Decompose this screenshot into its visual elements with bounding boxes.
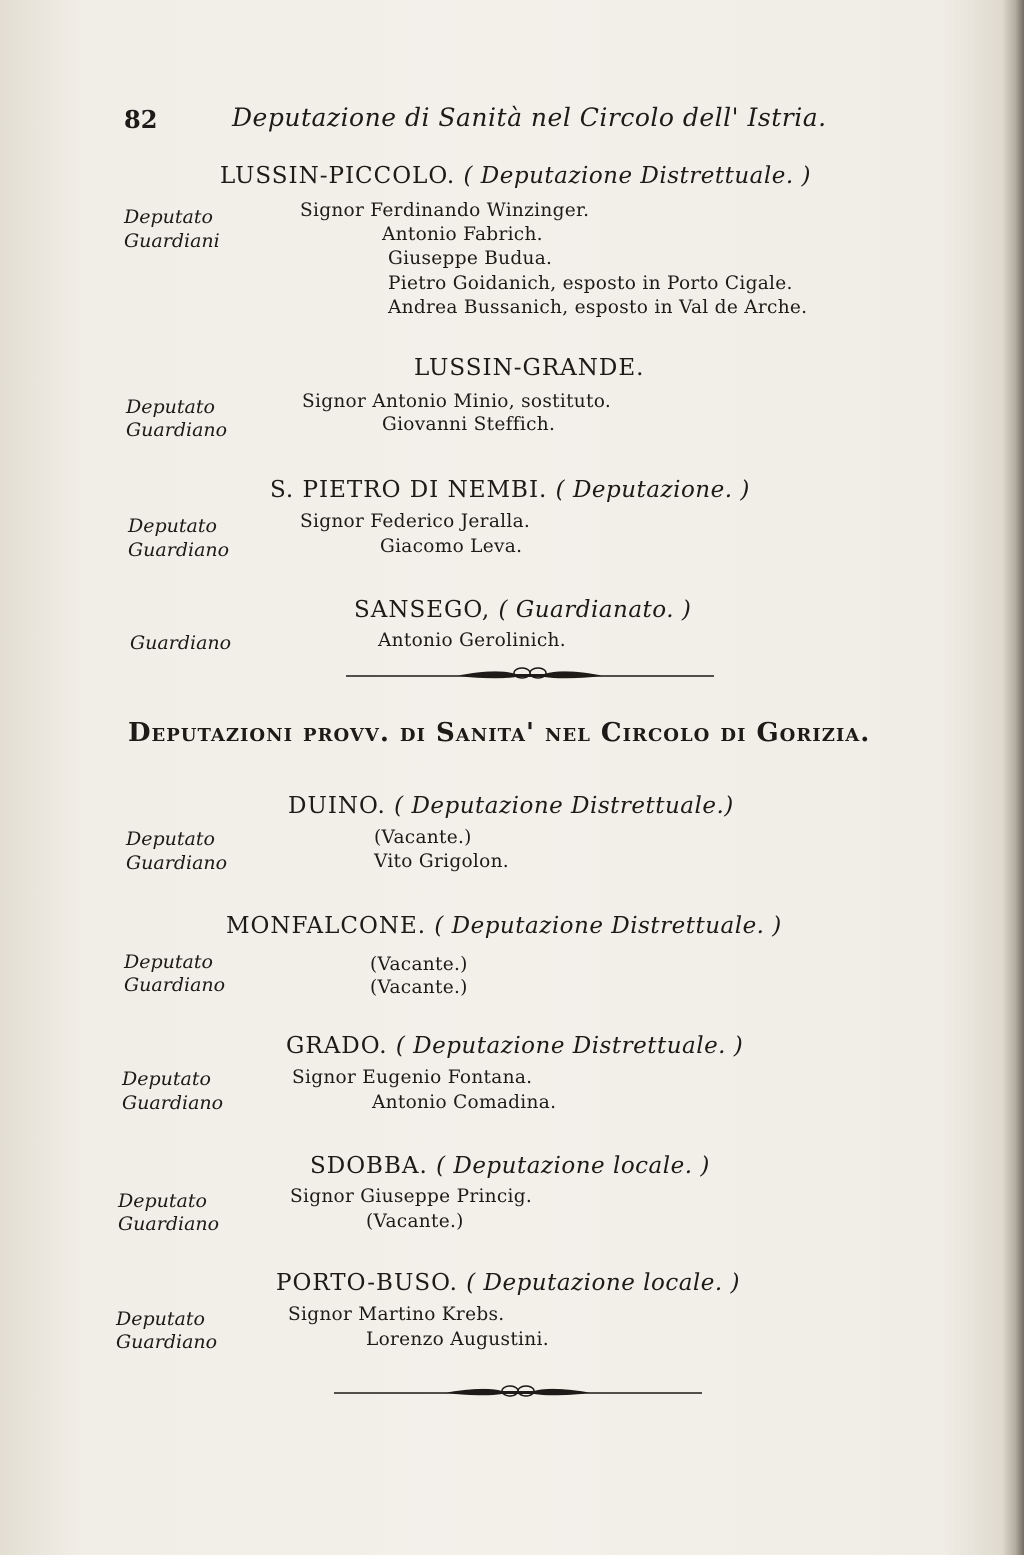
role-label: Deputato	[118, 1190, 207, 1212]
section-name: SDOBBA.	[310, 1153, 428, 1179]
section-name: MONFALCONE.	[226, 913, 427, 939]
entry-line: (Vacante.)	[370, 977, 468, 998]
section-type: ( Deputazione Distrettuale. )	[463, 163, 811, 189]
section-heading-duino	[288, 793, 734, 819]
section-heading-sdobba	[310, 1153, 710, 1179]
entry-line: Vito Grigolon.	[374, 851, 509, 872]
section-type: ( Deputazione locale. )	[466, 1270, 740, 1296]
role-label: Deputato	[122, 1068, 211, 1090]
section-heading-lussin-piccolo	[220, 163, 811, 189]
page-number: 82	[124, 105, 158, 134]
section-type: ( Deputazione Distrettuale.)	[394, 793, 734, 819]
role-label: Guardiano	[122, 1092, 224, 1114]
role-label: Guardiano	[128, 539, 230, 561]
role-label: Guardiano	[126, 419, 228, 441]
section-name: SANSEGO,	[354, 597, 491, 623]
entry-line: Antonio Gerolinich.	[378, 630, 566, 651]
section-name: GRADO.	[286, 1033, 388, 1059]
section-heading-porto-buso	[276, 1270, 740, 1296]
section-type: ( Deputazione locale. )	[436, 1153, 710, 1179]
entry-line: Giuseppe Budua.	[388, 248, 553, 269]
entry-line: Giacomo Leva.	[380, 536, 523, 557]
section-type: ( Guardianato. )	[498, 597, 692, 623]
role-label: Deputato	[116, 1308, 205, 1330]
entry-line: Signor Giuseppe Princig.	[290, 1186, 533, 1207]
entry-line: Signor Eugenio Fontana.	[292, 1067, 533, 1088]
section-heading-monfalcone	[226, 913, 782, 939]
section-name: LUSSIN-GRANDE.	[414, 355, 645, 381]
section-name: LUSSIN-PICCOLO.	[220, 163, 456, 189]
entry-line: Signor Ferdinando Winzinger.	[300, 200, 590, 221]
circolo-heading-text: Deputazioni provv. di Sanita' nel Circolo di Gorizia.	[128, 718, 871, 748]
section-heading-grado	[286, 1033, 743, 1059]
role-label: Deputato	[124, 951, 213, 973]
role-label: Deputato	[124, 206, 213, 228]
entry-line: (Vacante.)	[374, 827, 472, 848]
page-spine-shadow	[1002, 0, 1024, 1555]
entry-line: Signor Federico Jeralla.	[300, 511, 531, 532]
section-heading-lussin-grande	[414, 355, 644, 381]
role-label: Guardiani	[124, 230, 220, 252]
section-name: S. PIETRO DI NEMBI.	[270, 477, 548, 503]
entry-line: (Vacante.)	[366, 1211, 464, 1232]
section-heading-sansego	[354, 597, 691, 623]
role-label: Guardiano	[124, 974, 226, 996]
role-label: Guardiano	[126, 852, 228, 874]
role-label: Deputato	[128, 515, 217, 537]
section-type: ( Deputazione Distrettuale. )	[434, 913, 782, 939]
entry-line: Pietro Goidanich, esposto in Porto Cigale.	[388, 273, 793, 294]
section-name: PORTO-BUSO.	[276, 1270, 458, 1296]
section-heading-s-pietro-di-nembi	[270, 477, 750, 503]
entry-line: Lorenzo Augustini.	[366, 1329, 549, 1350]
entry-line: Signor Martino Krebs.	[288, 1304, 505, 1325]
role-label: Deputato	[126, 396, 215, 418]
section-name: DUINO.	[288, 793, 386, 819]
entry-line: Signor Antonio Minio, sostituto.	[302, 391, 612, 412]
role-label: Deputato	[126, 828, 215, 850]
ornamental-rule-divider	[346, 664, 714, 684]
section-type: ( Deputazione Distrettuale. )	[395, 1033, 744, 1059]
role-label: Guardiano	[130, 632, 232, 654]
ornamental-rule-divider	[334, 1382, 702, 1402]
circolo-heading	[128, 718, 870, 748]
section-type: ( Deputazione. )	[555, 477, 750, 503]
entry-line: Giovanni Steffich.	[382, 414, 556, 435]
entry-line: Antonio Fabrich.	[382, 224, 543, 245]
role-label: Guardiano	[118, 1213, 220, 1235]
running-head: Deputazione di Sanità nel Circolo dell' Istria.	[232, 103, 827, 132]
role-label: Guardiano	[116, 1331, 218, 1353]
entry-line: (Vacante.)	[370, 954, 468, 975]
entry-line: Antonio Comadina.	[372, 1092, 557, 1113]
entry-line: Andrea Bussanich, esposto in Val de Arche.	[388, 297, 808, 318]
